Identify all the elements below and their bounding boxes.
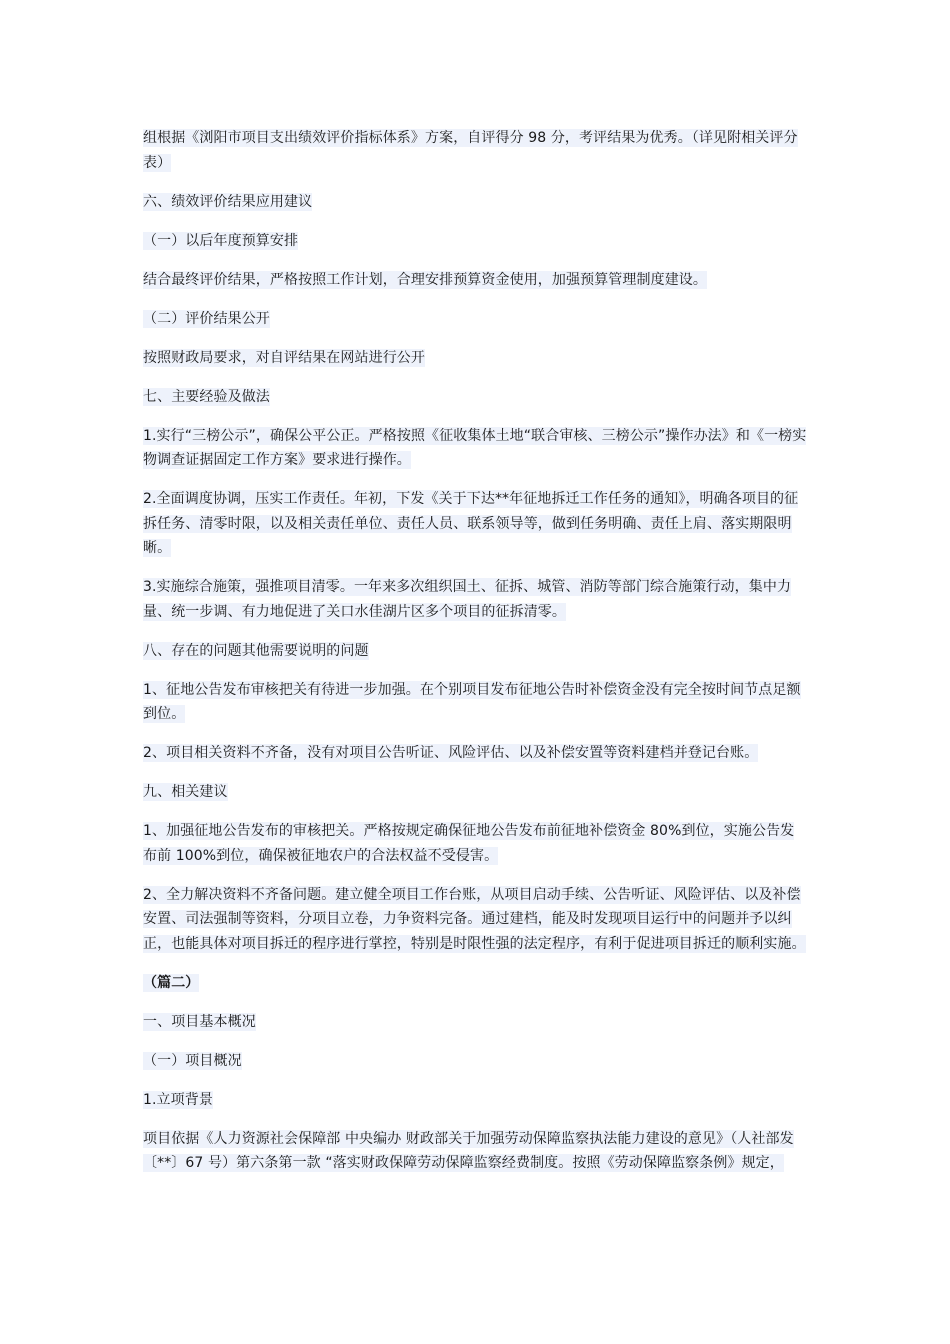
paragraph-text: 1、征地公告发布审核把关有待进一步加强。在个别项目发布征地公告时补偿资金没有完全按时间节点足额到位。 bbox=[143, 681, 801, 722]
document-body bbox=[143, 126, 808, 1190]
part-heading-text: （篇二） bbox=[143, 974, 200, 991]
paragraph bbox=[143, 575, 808, 624]
section-heading-text: 六、绩效评价结果应用建议 bbox=[143, 193, 313, 210]
section-heading-text: 七、主要经验及做法 bbox=[143, 388, 270, 405]
subsection-heading bbox=[143, 1049, 808, 1074]
subsection-heading bbox=[143, 229, 808, 254]
paragraph-text: 2、全力解决资料不齐备问题。建立健全项目工作台账，从项目启动手续、公告听证、风险评估、以及补偿安置、司法强制等资料，分项目立卷，力争资料完备。通过建档，能及时发现项目运行中的问题并予以纠正，也能具体对项目拆迁的程序进行掌控，特别是时限性强的法定程序，有利于促进项目拆迁的顺利实施。 bbox=[143, 886, 806, 952]
paragraph bbox=[143, 741, 808, 766]
paragraph-text: 1.实行“三榜公示”，确保公平公正。严格按照《征收集体土地“联合审核、三榜公示”操作办法》和《一榜实物调查证据固定工作方案》要求进行操作。 bbox=[143, 427, 807, 468]
section-heading-text: 九、相关建议 bbox=[143, 784, 228, 800]
paragraph-text: 组根据《浏阳市项目支出绩效评价指标体系》方案，自评得分 98 分，考评结果为优秀。（详见附相关评分表） bbox=[143, 130, 798, 171]
subsection-heading bbox=[143, 307, 808, 332]
paragraph-text: 结合最终评价结果，严格按照工作计划，合理安排预算资金使用，加强预算管理制度建设。 bbox=[143, 271, 707, 288]
paragraph-text: 2、项目相关资料不齐备，没有对项目公告听证、风险评估、以及补偿安置等资料建档并登记台账。 bbox=[143, 745, 759, 761]
paragraph-text: 项目依据《人力资源社会保障部 中央编办 财政部关于加强劳动保障监察执法能力建设的意见》（人社部发〔**〕67 号）第六条第一款 “落实财政保障劳动保障监察经费制度。按照《劳动保障监察条例》规定， bbox=[143, 1130, 794, 1171]
paragraph bbox=[143, 424, 808, 473]
subsection-heading-text: 1.立项背景 bbox=[143, 1091, 213, 1108]
subsection-heading-text: （一）以后年度预算安排 bbox=[143, 232, 299, 249]
subsection-heading bbox=[143, 1088, 808, 1113]
paragraph bbox=[143, 346, 808, 371]
paragraph bbox=[143, 819, 808, 868]
paragraph bbox=[143, 678, 808, 727]
section-heading bbox=[143, 385, 808, 410]
subsection-heading-text: （一）项目概况 bbox=[143, 1052, 242, 1069]
section-heading bbox=[143, 190, 808, 215]
paragraph bbox=[143, 487, 808, 561]
paragraph-text: 1、加强征地公告发布的审核把关。严格按规定确保征地公告发布前征地补偿资金 80%到位，实施公告发布前 100%到位，确保被征地农户的合法权益不受侵害。 bbox=[143, 823, 795, 864]
paragraph bbox=[143, 268, 808, 293]
section-heading-text: 一、项目基本概况 bbox=[143, 1013, 256, 1030]
subsection-heading-text: （二）评价结果公开 bbox=[143, 310, 270, 327]
part-heading bbox=[143, 971, 808, 996]
paragraph bbox=[143, 126, 808, 175]
section-heading bbox=[143, 780, 808, 805]
section-heading bbox=[143, 1010, 808, 1035]
paragraph bbox=[143, 1127, 808, 1176]
paragraph-text: 3.实施综合施策，强推项目清零。一年来多次组织国土、征拆、城管、消防等部门综合施策行动，集中力量、统一步调、有力地促进了关口水佳湖片区多个项目的征拆清零。 bbox=[143, 579, 792, 620]
section-heading-text: 八、存在的问题其他需要说明的问题 bbox=[143, 642, 369, 659]
paragraph bbox=[143, 883, 808, 957]
section-heading bbox=[143, 639, 808, 664]
paragraph-text: 按照财政局要求，对自评结果在网站进行公开 bbox=[143, 349, 425, 366]
paragraph-text: 2.全面调度协调，压实工作责任。年初，下发《关于下达**年征地拆迁工作任务的通知》，明确各项目的征拆任务、清零时限，以及相关责任单位、责任人员、联系领导等，做到任务明确、责任上肩、落实期限明晰。 bbox=[143, 491, 799, 556]
